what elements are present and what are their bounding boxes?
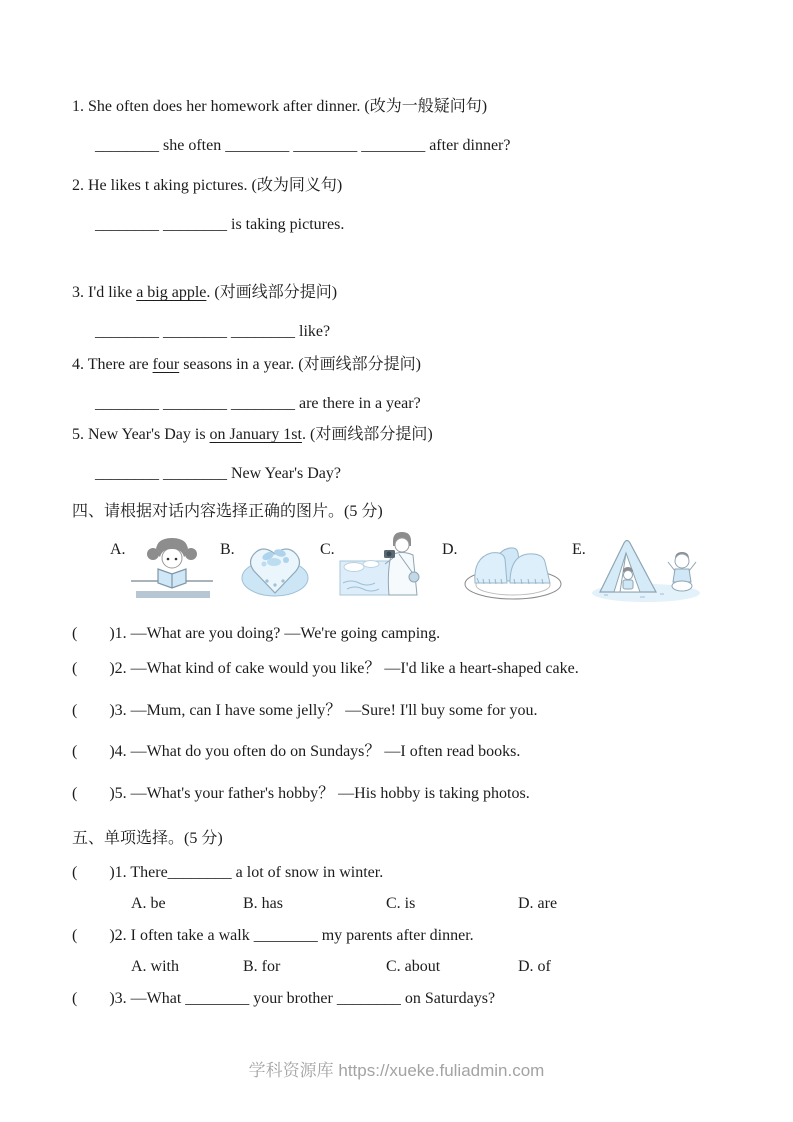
- choice-question-3-stem: ( )3. —What ________ your brother ________ on Saturdays?: [72, 990, 496, 1007]
- choice-question-1-options: [131, 891, 757, 917]
- choice-question-1-stem: ( )1. There________ a lot of snow in winter.: [72, 864, 384, 881]
- picture-option-a: [110, 531, 220, 603]
- rewrite-answer-line-4: ________ ________ ________ are there in a year?: [95, 395, 421, 412]
- rewrite-answer-line-2: ________ ________ is taking pictures.: [95, 216, 345, 233]
- girl-reading-book-icon: [130, 531, 214, 603]
- rewrite-question-5: [72, 422, 757, 448]
- rewrite-question-4: [72, 352, 757, 378]
- picture-option-c: [320, 531, 442, 603]
- question-instruction: (改为同义句): [247, 177, 343, 194]
- footer-watermark: 学科资源库 https://xueke.fuliadmin.com: [248, 1061, 545, 1080]
- option-a: A. be: [131, 895, 166, 912]
- rewrite-answer-line-3: ________ ________ ________ like?: [95, 323, 331, 340]
- underlined-phrase: a big apple: [136, 284, 207, 301]
- question-text: 2. He likes t aking pictures.: [72, 177, 248, 194]
- question-instruction: . (对画线部分提问): [206, 284, 338, 301]
- match-question-4: ( )4. —What do you often do on Sundays？ —I often read books.: [72, 743, 521, 760]
- question-text: 1. She often does her homework after dinner.: [72, 98, 361, 115]
- rewrite-answer-line-1: ________ she often ________ ________ ________ after dinner?: [95, 137, 511, 154]
- picture-option-d: [442, 531, 572, 603]
- question-text: 4. There are: [72, 356, 153, 373]
- match-question-2: ( )2. —What kind of cake would you like？ —I'd like a heart-shaped cake.: [72, 660, 579, 677]
- match-question-5: ( )5. —What's your father's hobby？ —His hobby is taking photos.: [72, 785, 530, 802]
- option-c: C. is: [386, 895, 416, 912]
- picture-label-a: A.: [110, 541, 126, 558]
- rewrite-answer-line-5: ________ ________ New Year's Day?: [95, 465, 341, 482]
- option-d: D. of: [518, 958, 551, 975]
- picture-options-row: [110, 531, 757, 605]
- picture-label-d: D.: [442, 541, 458, 558]
- rewrite-question-2: [72, 173, 757, 199]
- taking-photos-icon: [339, 531, 433, 603]
- rewrite-question-3: [72, 280, 757, 306]
- section4-title: 四、请根据对话内容选择正确的图片。(5 分): [72, 503, 383, 520]
- option-b: B. has: [243, 895, 283, 912]
- heart-cake-icon: [239, 531, 311, 603]
- picture-option-b: [220, 531, 320, 603]
- picture-option-e: [572, 531, 708, 603]
- option-a: A. with: [131, 958, 179, 975]
- question-instruction: (改为一般疑问句): [360, 98, 488, 115]
- question-text: 5. New Year's Day is: [72, 426, 210, 443]
- jelly-icon: [462, 531, 564, 603]
- choice-question-2-stem: ( )2. I often take a walk ________ my parents after dinner.: [72, 927, 474, 944]
- underlined-phrase: on January 1st: [209, 426, 302, 443]
- match-question-1: ( )1. —What are you doing? —We're going camping.: [72, 625, 441, 642]
- underlined-phrase: four: [152, 356, 180, 373]
- rewrite-question-1: [72, 94, 757, 120]
- question-instruction: . (对画线部分提问): [301, 426, 433, 443]
- section5-title: 五、单项选择。(5 分): [72, 830, 223, 847]
- match-question-3: ( )3. —Mum, can I have some jelly？ —Sure! I'll buy some for you.: [72, 702, 538, 719]
- option-c: C. about: [386, 958, 441, 975]
- option-b: B. for: [243, 958, 281, 975]
- picture-label-b: B.: [220, 541, 235, 558]
- camping-tent-icon: [590, 531, 702, 603]
- question-instruction: seasons in a year. (对画线部分提问): [179, 356, 421, 373]
- paper-content: [72, 94, 757, 1017]
- picture-label-c: C.: [320, 541, 335, 558]
- choice-question-2-options: [131, 954, 757, 980]
- picture-label-e: E.: [572, 541, 586, 558]
- option-d: D. are: [518, 895, 558, 912]
- question-text: 3. I'd like: [72, 284, 137, 301]
